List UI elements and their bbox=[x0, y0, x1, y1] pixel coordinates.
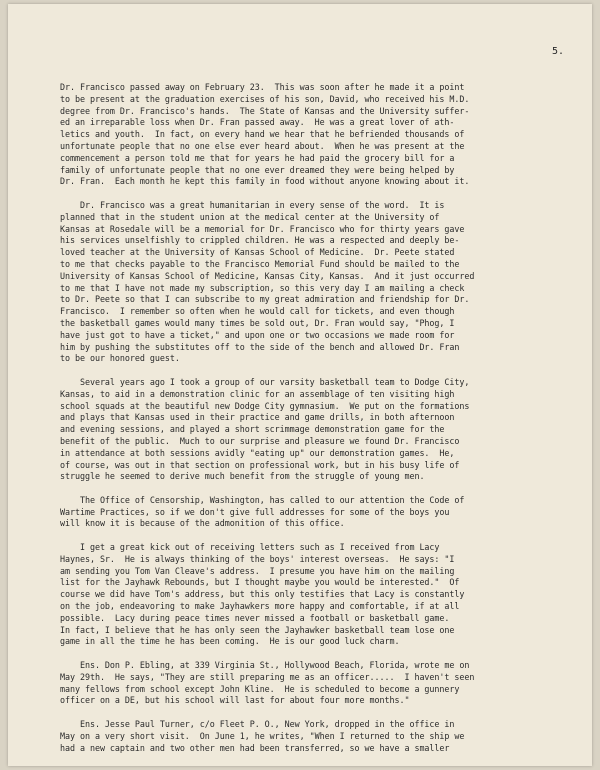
text-line: on the job, endeavoring to make Jayhawkers more happy and comfortable, if at all bbox=[60, 601, 460, 612]
text-line: degree from Dr. Francisco's hands. The State of Kansas and the University suffer- bbox=[60, 105, 470, 116]
text-line: ed an irreparable loss when Dr. Fran passed away. He was a great lover of ath- bbox=[60, 117, 455, 128]
paragraph bbox=[60, 542, 568, 648]
text-line: family of unfortunate people that no one ever dreamed they were being helped by bbox=[60, 164, 455, 175]
text-line: Dr. Francisco was a great humanitarian in every sense of the word. It is bbox=[60, 199, 445, 210]
paragraph bbox=[60, 495, 568, 530]
text-line: Ens. Jesse Paul Turner, c/o Fleet P. O., New York, dropped in the office in bbox=[60, 719, 455, 730]
text-line: Ens. Don P. Ebling, at 339 Virginia St., Hollywood Beach, Florida, wrote me on bbox=[60, 660, 470, 671]
text-line: and plays that Kansas used in their practice and game drills, in both afternoon bbox=[60, 412, 455, 423]
text-line: to me that checks payable to the Francisco Memorial Fund should be mailed to the bbox=[60, 258, 460, 269]
text-line: struggle he seemed to derive much benefit from the struggle of young men. bbox=[60, 471, 425, 482]
text-line: planned that in the student union at the medical center at the University of bbox=[60, 211, 440, 222]
text-line: benefit of the public. Much to our surprise and pleasure we found Dr. Francisco bbox=[60, 435, 460, 446]
text-line: In fact, I believe that he has only seen the Jayhawker basketball team lose one bbox=[60, 624, 455, 635]
text-line: school squads at the beautiful new Dodge City gymnasium. We put on the formations bbox=[60, 400, 470, 411]
text-line: letics and youth. In fact, on every hand we hear that he befriended thousands of bbox=[60, 129, 465, 140]
text-line: had a new captain and two other men had been transferred, so we have a smaller bbox=[60, 742, 450, 753]
text-line: to be our honored guest. bbox=[60, 353, 180, 364]
letter-body bbox=[60, 82, 568, 766]
paragraph bbox=[60, 660, 568, 707]
paragraph bbox=[60, 82, 568, 188]
text-line: loved teacher at the University of Kansas School of Medicine. Dr. Peete stated bbox=[60, 247, 455, 258]
document-page bbox=[8, 4, 592, 766]
text-line: The Office of Censorship, Washington, has called to our attention the Code of bbox=[60, 494, 465, 505]
text-line: Kansas at Rosedale will be a memorial for Dr. Francisco who for thirty years gave bbox=[60, 223, 465, 234]
text-line: to Dr. Peete so that I can subscribe to my great admiration and friendship for Dr. bbox=[60, 294, 470, 305]
text-line: am sending you Tom Van Cleave's address. I presume you have him on the mailing bbox=[60, 565, 455, 576]
text-line: list for the Jayhawk Rebounds, but I thought maybe you would be interested." Of bbox=[60, 577, 460, 588]
text-line: him by pushing the substitutes off to the side of the bench and allowed Dr. Fran bbox=[60, 341, 460, 352]
paragraph bbox=[60, 377, 568, 483]
text-line: May 29th. He says, "They are still preparing me as an officer..... I haven't seen bbox=[60, 671, 475, 682]
page-number: 5. bbox=[551, 46, 564, 57]
text-line: to be present at the graduation exercises of his son, David, who received his M.D. bbox=[60, 93, 470, 104]
text-line: to me that I have not made my subscription, so this very day I am mailing a check bbox=[60, 282, 465, 293]
text-line: May on a very short visit. On June 1, he writes, "When I returned to the ship we bbox=[60, 730, 465, 741]
text-line: I get a great kick out of receiving letters such as I received from Lacy bbox=[60, 542, 440, 553]
text-line: his services unselfishly to crippled children. He was a respected and deeply be- bbox=[60, 235, 460, 246]
text-line: officer on a DE, but his school will last for about four more months." bbox=[60, 695, 410, 706]
text-line: many fellows from school except John Kline. He is scheduled to become a gunnery bbox=[60, 683, 460, 694]
paragraph bbox=[60, 200, 568, 365]
paragraph bbox=[60, 719, 568, 754]
text-line: and evening sessions, and played a short scrimmage demonstration game for the bbox=[60, 424, 445, 435]
text-line: unfortunate people that no one else ever heard about. When he was present at the bbox=[60, 140, 465, 151]
text-line: University of Kansas School of Medicine, Kansas City, Kansas. And it just occurred bbox=[60, 270, 475, 281]
text-line: Kansas, to aid in a demonstration clinic for an assemblage of ten visiting high bbox=[60, 388, 455, 399]
text-line: have just got to have a ticket," and upon one or two occasions we made room for bbox=[60, 329, 455, 340]
text-line: will know it is because of the admonition of this office. bbox=[60, 518, 345, 529]
text-line: Haynes, Sr. He is always thinking of the boys' interest overseas. He says: "I bbox=[60, 553, 455, 564]
text-line: Several years ago I took a group of our varsity basketball team to Dodge City, bbox=[60, 376, 470, 387]
text-line: of course, was out in that section on professional work, but in his busy life of bbox=[60, 459, 460, 470]
text-line: commencement a person told me that for years he had paid the grocery bill for a bbox=[60, 152, 455, 163]
text-line: in attendance at both sessions avidly "eating up" our demonstration games. He, bbox=[60, 447, 455, 458]
text-line: possible. Lacy during peace times never missed a football or basketball game. bbox=[60, 612, 450, 623]
text-line: Wartime Practices, so if we don't give full addresses for some of the boys you bbox=[60, 506, 450, 517]
text-line: game in all the time he has been coming. He is our good luck charm. bbox=[60, 636, 400, 647]
text-line: course we did have Tom's address, but this only testifies that Lacy is constantly bbox=[60, 589, 465, 600]
text-line: Dr. Francisco passed away on February 23. This was soon after he made it a point bbox=[60, 82, 465, 92]
text-line: the basketball games would many times be sold out, Dr. Fran would say, "Phog, I bbox=[60, 317, 455, 328]
text-line: Francisco. I remember so often when he would call for tickets, and even though bbox=[60, 306, 455, 317]
text-line: Dr. Fran. Each month he kept this family in food without anyone knowing about it. bbox=[60, 176, 470, 187]
